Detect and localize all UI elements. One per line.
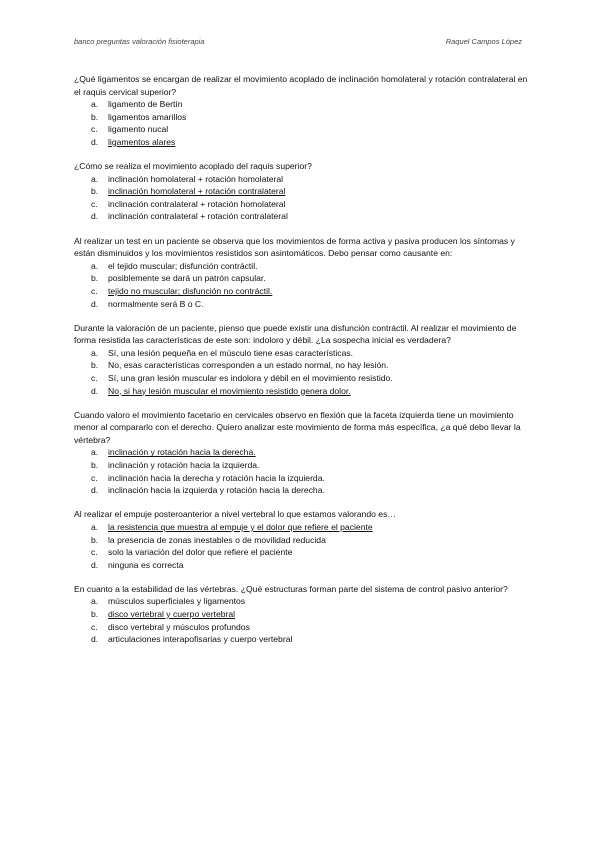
answer-option <box>74 621 534 634</box>
answer-option <box>74 210 534 223</box>
question-block <box>74 508 534 571</box>
answer-option <box>74 372 534 385</box>
option-text: Sí, una lesión pequeña en el músculo tiene esas características. <box>108 347 354 358</box>
option-letter: c. <box>91 372 98 383</box>
question-text: ¿Cómo se realiza el movimiento acoplado del raquis superior? <box>74 161 312 172</box>
option-letter: b. <box>91 273 99 284</box>
answer-option <box>74 472 534 485</box>
header-author: Raquel Campos López <box>445 37 522 46</box>
answer-option <box>74 559 534 572</box>
question-block <box>74 583 534 646</box>
option-letter: a. <box>91 173 99 184</box>
option-text: inclinación hacia la derecha y rotación hacia la izquierda. <box>108 472 325 483</box>
correct-answer-text: disco vertebral y cuerpo vertebral <box>108 608 236 619</box>
answer-option <box>74 484 534 497</box>
correct-answer-text: ligamentos alares <box>108 136 176 147</box>
answer-option <box>74 385 534 398</box>
correct-answer-text: inclinación y rotación hacia la derecha. <box>108 447 256 458</box>
option-letter: b. <box>91 111 99 122</box>
option-letter: c. <box>91 621 98 632</box>
option-text: posiblemente se dará un patrón capsular. <box>108 273 266 284</box>
option-text: solo la variación del dolor que refiere el paciente <box>108 547 293 558</box>
option-text: la presencia de zonas inestables o de movilidad reducida <box>108 534 326 545</box>
answer-options <box>74 521 534 571</box>
answer-option <box>74 595 534 608</box>
question-text: Al realizar el empuje posteroanterior a nivel vertebral lo que estamos valorando es… <box>74 509 396 520</box>
answer-option <box>74 173 534 186</box>
option-letter: a. <box>91 260 99 271</box>
question-block <box>74 235 534 311</box>
option-letter: a. <box>91 521 99 532</box>
answer-options <box>74 98 534 148</box>
correct-answer-text: la resistencia que muestra al empuje y el dolor que refiere el paciente <box>108 521 373 532</box>
page-header <box>74 37 522 49</box>
option-letter: d. <box>91 298 99 309</box>
option-text: ligamentos amarillos <box>108 111 187 122</box>
option-letter: c. <box>91 472 98 483</box>
option-letter: b. <box>91 534 99 545</box>
answer-option <box>74 198 534 211</box>
question-block <box>74 322 534 398</box>
option-letter: d. <box>91 136 99 147</box>
answer-option <box>74 459 534 472</box>
option-text: No, esas características corresponden a un estado normal, no hay lesión. <box>108 360 389 371</box>
option-letter: a. <box>91 447 99 458</box>
question-text: En cuanto a la estabilidad de las vértebras. ¿Qué estructuras forman parte del sistema de control pasivo anterior? <box>74 583 508 594</box>
answer-option <box>74 347 534 360</box>
answer-option <box>74 633 534 646</box>
answer-option <box>74 111 534 124</box>
answer-option <box>74 359 534 372</box>
option-text: ligamento nucal <box>108 124 169 135</box>
answer-options <box>74 173 534 223</box>
option-letter: d. <box>91 485 99 496</box>
option-letter: c. <box>91 198 98 209</box>
question-text: Al realizar un test en un paciente se observa que los movimientos de forma activa y pasiva producen los síntomas y están disminuidos y los movimientos resistidos son asintomáticos. Debo pensar como causante en: <box>74 235 515 259</box>
option-letter: c. <box>91 124 98 135</box>
option-letter: b. <box>91 608 99 619</box>
answer-option <box>74 272 534 285</box>
option-text: inclinación y rotación hacia la izquierda. <box>108 460 260 471</box>
answer-option <box>74 123 534 136</box>
answer-options <box>74 260 534 310</box>
answer-option <box>74 185 534 198</box>
option-text: normalmente será B o C. <box>108 298 204 309</box>
option-text: músculos superficiales y ligamentos <box>108 596 246 607</box>
option-text: ninguna es correcta <box>108 559 184 570</box>
answer-option <box>74 534 534 547</box>
correct-answer-text: tejido no muscular; disfunción no contráctil. <box>108 285 273 296</box>
answer-option <box>74 546 534 559</box>
option-text: inclinación homolateral + rotación homolateral <box>108 173 284 184</box>
option-text: inclinación hacia la izquierda y rotación hacia la derecha. <box>108 485 325 496</box>
answer-options <box>74 446 534 496</box>
option-text: disco vertebral y músculos profundos <box>108 621 250 632</box>
answer-option <box>74 446 534 459</box>
question-text: ¿Qué ligamentos se encargan de realizar el movimiento acoplado de inclinación homolateral y rotación contralateral en el raquis cervical superior? <box>74 74 528 97</box>
option-letter: c. <box>91 547 98 558</box>
option-text: inclinación contralateral + rotación contralateral <box>108 211 288 222</box>
option-letter: a. <box>91 99 99 110</box>
question-text: Durante la valoración de un paciente, pienso que puede existir una disfunción contráctil. Al realizar el movimiento de forma resistida las características de este son: indoloro y débil. ¿La sospecha inicial es verdadera? <box>74 322 517 346</box>
answer-option <box>74 521 534 534</box>
header-document-title: banco preguntas valoración fisioterapia <box>74 37 205 46</box>
correct-answer-text: inclinación homolateral + rotación contralateral <box>108 186 286 197</box>
option-text: Sí, una gran lesión muscular es indolora y débil en el movimiento resistido. <box>108 372 393 383</box>
answer-options <box>74 595 534 645</box>
option-text: ligamento de Bertín <box>108 99 183 110</box>
option-letter: d. <box>91 211 99 222</box>
question-text: Cuando valoro el movimiento facetario en cervicales observo en flexión que la faceta izquierda tiene un movimiento menor al compararlo con el derecho. Quiero analizar este movimiento de forma más específica, ¿a qué debo llevar la vértebra? <box>74 409 521 445</box>
option-letter: b. <box>91 186 99 197</box>
answer-option <box>74 98 534 111</box>
question-list <box>74 73 534 657</box>
option-letter: a. <box>91 596 99 607</box>
answer-option <box>74 285 534 298</box>
question-block <box>74 409 534 497</box>
option-letter: b. <box>91 360 99 371</box>
option-letter: d. <box>91 559 99 570</box>
option-letter: d. <box>91 385 99 396</box>
option-letter: a. <box>91 347 99 358</box>
option-letter: d. <box>91 634 99 645</box>
option-letter: b. <box>91 460 99 471</box>
answer-option <box>74 260 534 273</box>
answer-options <box>74 347 534 397</box>
option-letter: c. <box>91 285 98 296</box>
answer-option <box>74 608 534 621</box>
answer-option <box>74 298 534 311</box>
question-block <box>74 160 534 223</box>
option-text: articulaciones interapofisarias y cuerpo vertebral <box>108 634 293 645</box>
answer-option <box>74 136 534 149</box>
question-block <box>74 73 534 149</box>
correct-answer-text: No, si hay lesión muscular el movimiento resistido genera dolor. <box>108 385 351 396</box>
option-text: inclinación contralateral + rotación homolateral <box>108 198 286 209</box>
option-text: el tejido muscular; disfunción contráctil. <box>108 260 258 271</box>
